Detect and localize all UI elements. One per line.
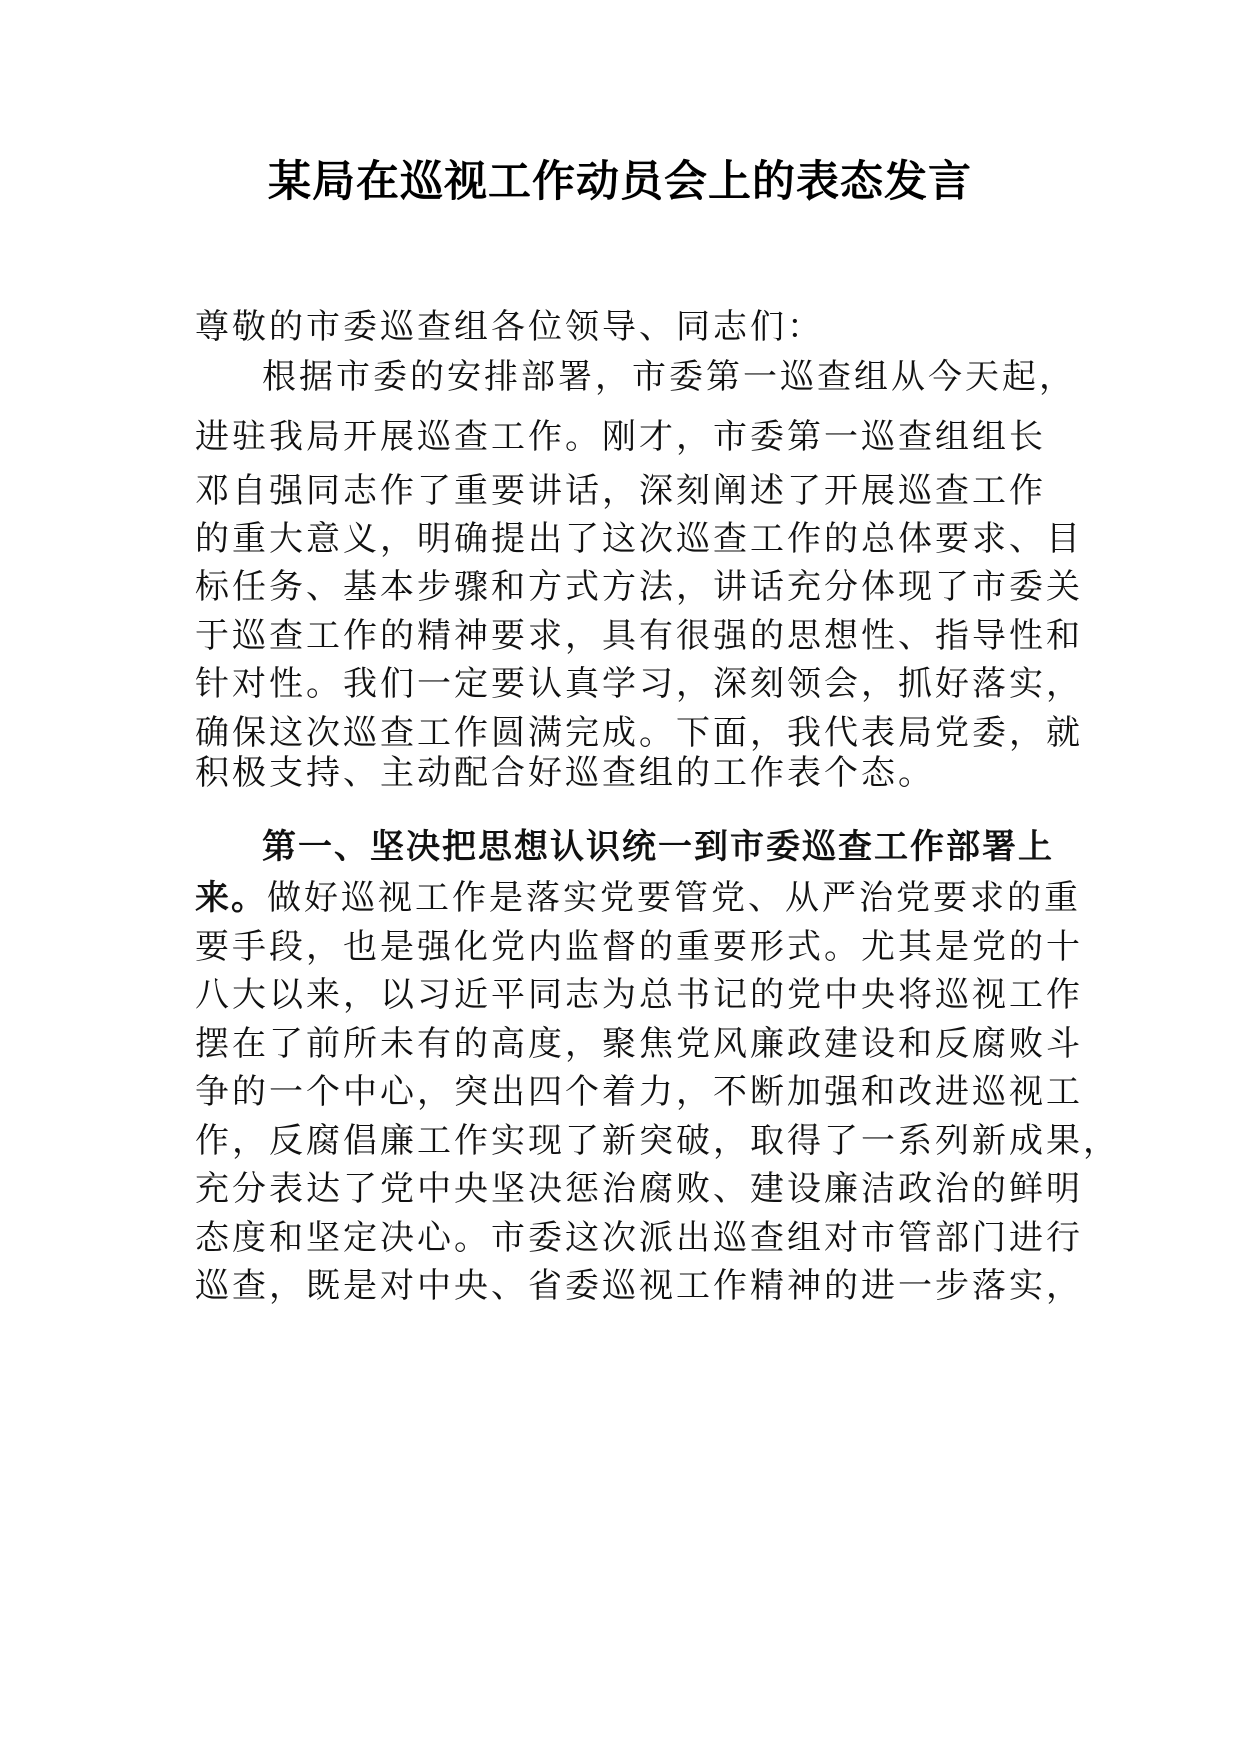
paragraph-line: 积极支持、主动配合好巡查组的工作表个态。 (195, 753, 935, 793)
paragraph-line: 八大以来，以习近平同志为总书记的党中央将巡视工作 (195, 975, 1083, 1015)
paragraph-line: 根据市委的安排部署，市委第一巡查组从今天起， (262, 357, 1076, 397)
section-heading-end: 来。 (195, 878, 267, 918)
paragraph-line: 标任务、基本步骤和方式方法，讲话充分体现了市委关 (195, 567, 1083, 607)
paragraph-line: 作，反腐倡廉工作实现了新突破，取得了一系列新成果， (195, 1121, 1120, 1161)
paragraph-line: 针对性。我们一定要认真学习，深刻领会，抓好落实， (195, 664, 1083, 704)
paragraph-line: 态度和坚定决心。市委这次派出巡查组对市管部门进行 (195, 1218, 1083, 1258)
section-heading: 第一、坚决把思想认识统一到市委巡查工作部署上 (262, 827, 1054, 867)
paragraph-text: 做好巡视工作是落实党要管党、从严治党要求的重 (267, 878, 1081, 918)
paragraph-line: 的重大意义，明确提出了这次巡查工作的总体要求、目 (195, 519, 1083, 559)
paragraph-line (195, 873, 1081, 923)
document-title: 某局在巡视工作动员会上的表态发言 (268, 157, 972, 207)
paragraph-line: 于巡查工作的精神要求，具有很强的思想性、指导性和 (195, 616, 1083, 656)
paragraph-line: 争的一个中心，突出四个着力，不断加强和改进巡视工 (195, 1072, 1083, 1112)
salutation: 尊敬的市委巡查组各位领导、同志们： (195, 307, 824, 347)
paragraph-line: 巡查，既是对中央、省委巡视工作精神的进一步落实， (195, 1266, 1083, 1306)
paragraph-line: 充分表达了党中央坚决惩治腐败、建设廉洁政治的鲜明 (195, 1169, 1083, 1209)
paragraph-line: 要手段，也是强化党内监督的重要形式。尤其是党的十 (195, 927, 1083, 967)
paragraph-line: 确保这次巡查工作圆满完成。下面，我代表局党委，就 (195, 713, 1083, 753)
paragraph-line: 摆在了前所未有的高度，聚焦党风廉政建设和反腐败斗 (195, 1024, 1083, 1064)
paragraph-line: 邓自强同志作了重要讲话，深刻阐述了开展巡查工作 (195, 471, 1046, 511)
paragraph-line: 进驻我局开展巡查工作。刚才，市委第一巡查组组长 (195, 417, 1046, 457)
